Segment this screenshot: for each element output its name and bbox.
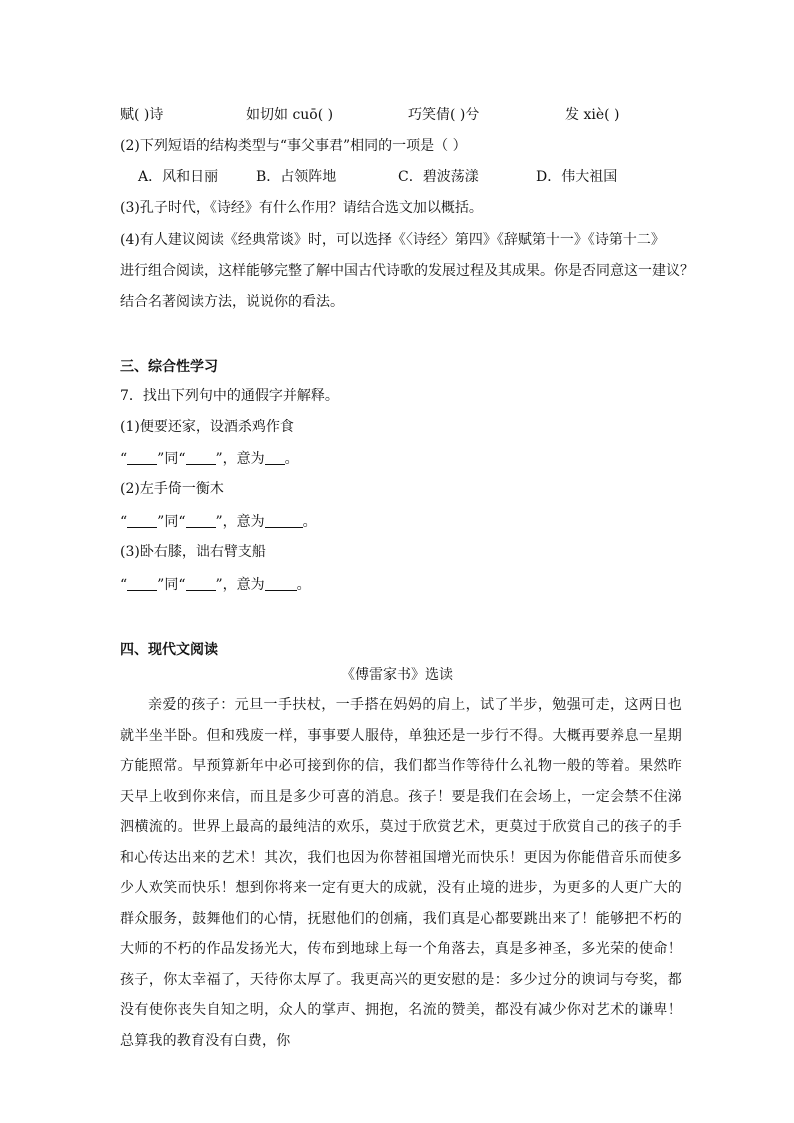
passage-title: 《傅雷家书》选读	[341, 667, 453, 683]
q7-sentence-1: (1)便要还家，设酒杀鸡作食	[120, 419, 294, 435]
option-a: A．风和日丽	[138, 169, 219, 185]
answer-blank[interactable]	[186, 513, 216, 528]
pinyin-row	[0, 104, 794, 124]
answer-blank[interactable]	[186, 576, 216, 591]
answer-blank[interactable]	[265, 450, 285, 465]
passage-paragraph: 亲爱的孩子：元旦一手扶杖，一手搭在妈妈的肩上，试了半步，勉强可走，这两日也就半坐半卧。但和残废一样，事事要人服侍，单独还是一步行不得。大概再要养息一星期方能照常。早预算新年中必可接到你的信，我们都当作等待什么礼物一般的等着。果然昨天早上收到你来信，而且是多少可喜的消息。孩子！要是我们在会场上，一定会禁不住涕泗横流的。世界上最高的最纯洁的欢乐，莫过于欣赏艺术，更莫过于欣赏自己的孩子的手和心传达出来的艺术！其次，我们也因为你替祖国增光而快乐！更因为你能借音乐而使多少人欢笑而快乐！想到你将来一定有更大的成就，没有止境的进步，为更多的人更广大的群众服务，鼓舞他们的心情，抚慰他们的创痛，我们真是心都要跳出来了！能够把不朽的大师的不朽的作品发扬光大，传布到地球上每一个角落去，真是多神圣，多光荣的使命！孩子，你太幸福了，天待你太厚了。我更高兴的更安慰的是：多少过分的谀词与夸奖，都没有使你丧失自知之明，众人的掌声、拥抱，名流的赞美，都没有减少你对艺术的谦卑！总算我的教育没有白费，你	[120, 697, 682, 1049]
answer-blank[interactable]	[127, 450, 157, 465]
q7-title: 7．找出下列句中的通假字并解释。	[120, 388, 339, 404]
answer-blank[interactable]	[186, 450, 216, 465]
pinyin-item-1: 赋( )诗	[120, 107, 164, 123]
q7-sentence-2: (2)左手倚一衡木	[120, 481, 224, 497]
answer-blank[interactable]	[127, 513, 157, 528]
option-d: D．伟大祖国	[536, 169, 618, 185]
q6-part3: (3)孔子时代，《诗经》有什么作用？请结合选文加以概括。	[120, 200, 483, 216]
option-c: C．碧波荡漾	[398, 169, 479, 185]
pinyin-item-2: 如切如 cuō( )	[246, 107, 334, 123]
pinyin-item-3: 巧笑倩( )兮	[408, 107, 480, 123]
passage-body	[120, 690, 682, 1056]
q6-part4-line2: 进行组合阅读，这样能够完整了解中国古代诗歌的发展过程及其成果。你是否同意这一建议？	[120, 263, 694, 279]
q6-part4-line3: 结合名著阅读方法，说说你的看法。	[120, 294, 344, 310]
answer-blank[interactable]	[127, 576, 157, 591]
q7-sentence-3: (3)卧右膝，诎右臂支船	[120, 544, 266, 560]
pinyin-item-4: 发 xiè( )	[565, 107, 620, 123]
section3-heading: 三、综合性学习	[120, 359, 218, 375]
q7-answer-line-1: “ ”同“ ”，意为 。	[120, 451, 299, 467]
q7-answer-line-2: “ ”同“ ”，意为 。	[120, 514, 317, 530]
answer-blank[interactable]	[265, 576, 297, 591]
q6-part2: (2)下列短语的结构类型与“事父事君”相同的一项是（ ）	[120, 138, 467, 154]
q6-options	[0, 166, 794, 186]
section4-heading: 四、现代文阅读	[120, 642, 218, 658]
answer-blank[interactable]	[265, 513, 303, 528]
option-b: B．占领阵地	[256, 169, 337, 185]
q7-answer-line-3: “ ”同“ ”，意为 。	[120, 577, 311, 593]
q6-part4-line1: (4)有人建议阅读《经典常谈》时，可以选择《〈诗经〉第四》《辞赋第十一》《诗第十二》	[120, 232, 665, 248]
